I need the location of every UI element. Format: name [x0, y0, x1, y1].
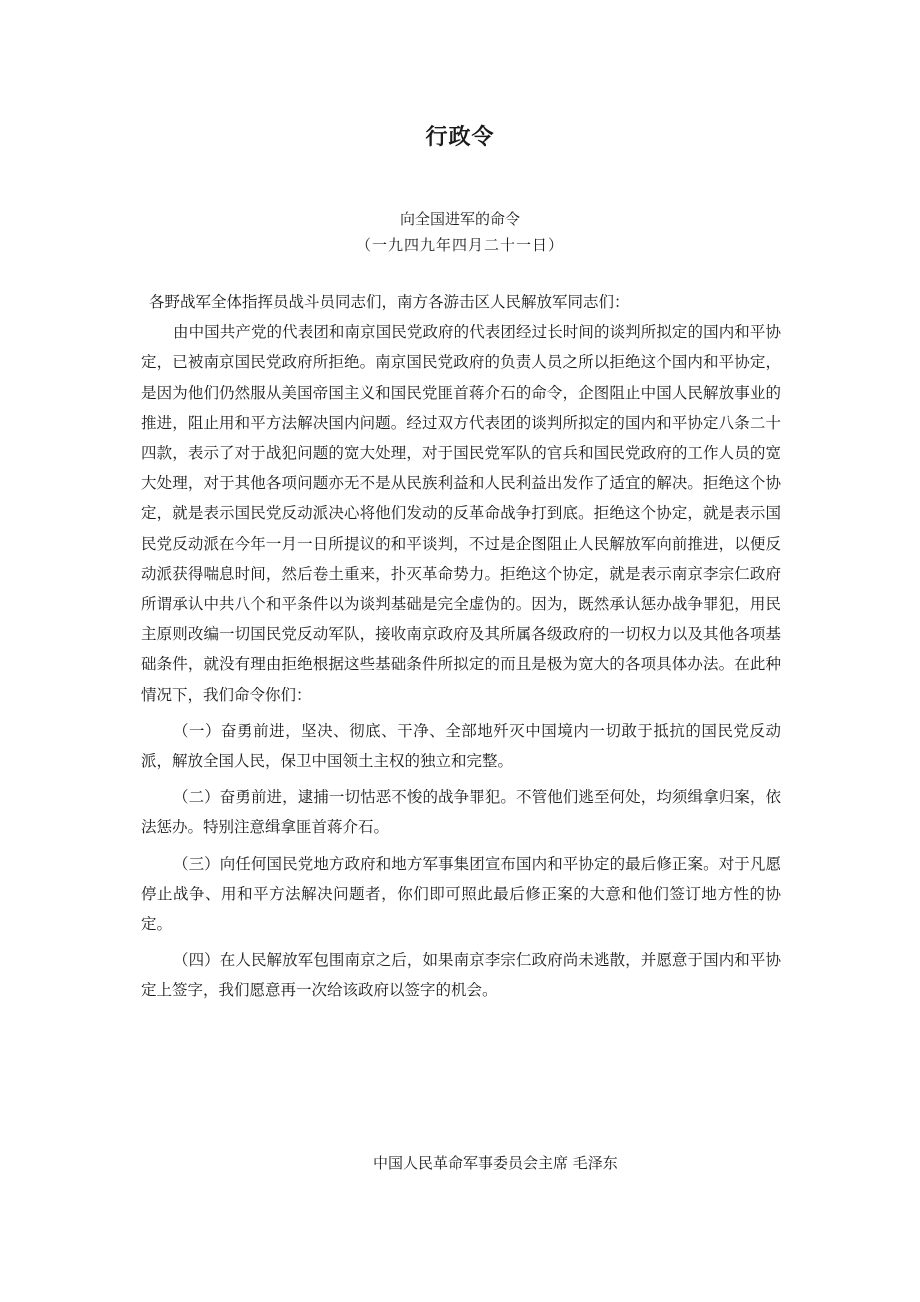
order-item-4: （四）在人民解放军包围南京之后，如果南京李宗仁政府尚未逃散，并愿意于国内和平协定上签字，我们愿意再一次给该政府以签字的机会。	[141, 951, 781, 1000]
document-date: （一九四九年四月二十一日）	[355, 236, 564, 254]
order-item-3: （三）向任何国民党地方政府和地方军事集团宣布国内和平协定的最后修正案。对于凡愿停止战争、用和平方法解决问题者，你们即可照此最后修正案的大意和他们签订地方性的协定。	[141, 854, 781, 934]
salutation: 各野战军全体指挥员战斗员同志们，南方各游击区人民解放军同志们：	[149, 293, 630, 311]
main-paragraph: 由中国共产党的代表团和南京国民党政府的代表团经过长时间的谈判所拟定的国内和平协定，已被南京国民党政府所拒绝。南京国民党政府的负责人员之所以拒绝这个国内和平协定，是因为他们仍然服从美国帝国主义和国民党匪首蒋介石的命令，企图阻止中国人民解放事业的推进，阻止用和平方法解决国内问题。经过双方代表团的谈判所拟定的国内和平协定八条二十四款，表示了对于战犯问题的宽大处理，对于国民党军队的官兵和国民党政府的工作人员的宽大处理，对于其他各项问题亦无不是从民族利益和人民利益出发作了适宜的解决。拒绝这个协定，就是表示国民党反动派决心将他们发动的反革命战争打到底。拒绝这个协定，就是表示国民党反动派在今年一月一日所提议的和平谈判，不过是企图阻止人民解放军向前推进，以便反动派获得喘息时间，然后卷土重来，扑灭革命势力。拒绝这个协定，就是表示南京李宗仁政府所谓承认中共八个和平条件以为谈判基础是完全虚伪的。因为，既然承认惩办战争罪犯，用民主原则改编一切国民党反动军队，接收南京政府及其所属各级政府的一切权力以及其他各项基础条件，就没有理由拒绝根据这些基础条件所拟定的而且是极为宽大的各项具体办法。在此种情况下，我们命令你们：	[141, 323, 781, 704]
signature: 中国人民革命军事委员会主席 毛泽东	[373, 1154, 618, 1172]
order-item-2: （二）奋勇前进，逮捕一切怙恶不悛的战争罪犯。不管他们逃至何处，均须缉拿归案，依法惩办。特别注意缉拿匪首蒋介石。	[141, 788, 781, 837]
document-subtitle: 向全国进军的命令	[399, 210, 520, 228]
order-item-1: （一）奋勇前进，坚决、彻底、干净、全部地歼灭中国境内一切敢于抵抗的国民党反动派，解放全国人民，保卫中国领土主权的独立和完整。	[141, 721, 781, 771]
document-title: 行政令	[425, 125, 495, 150]
document-body	[141, 287, 781, 1006]
